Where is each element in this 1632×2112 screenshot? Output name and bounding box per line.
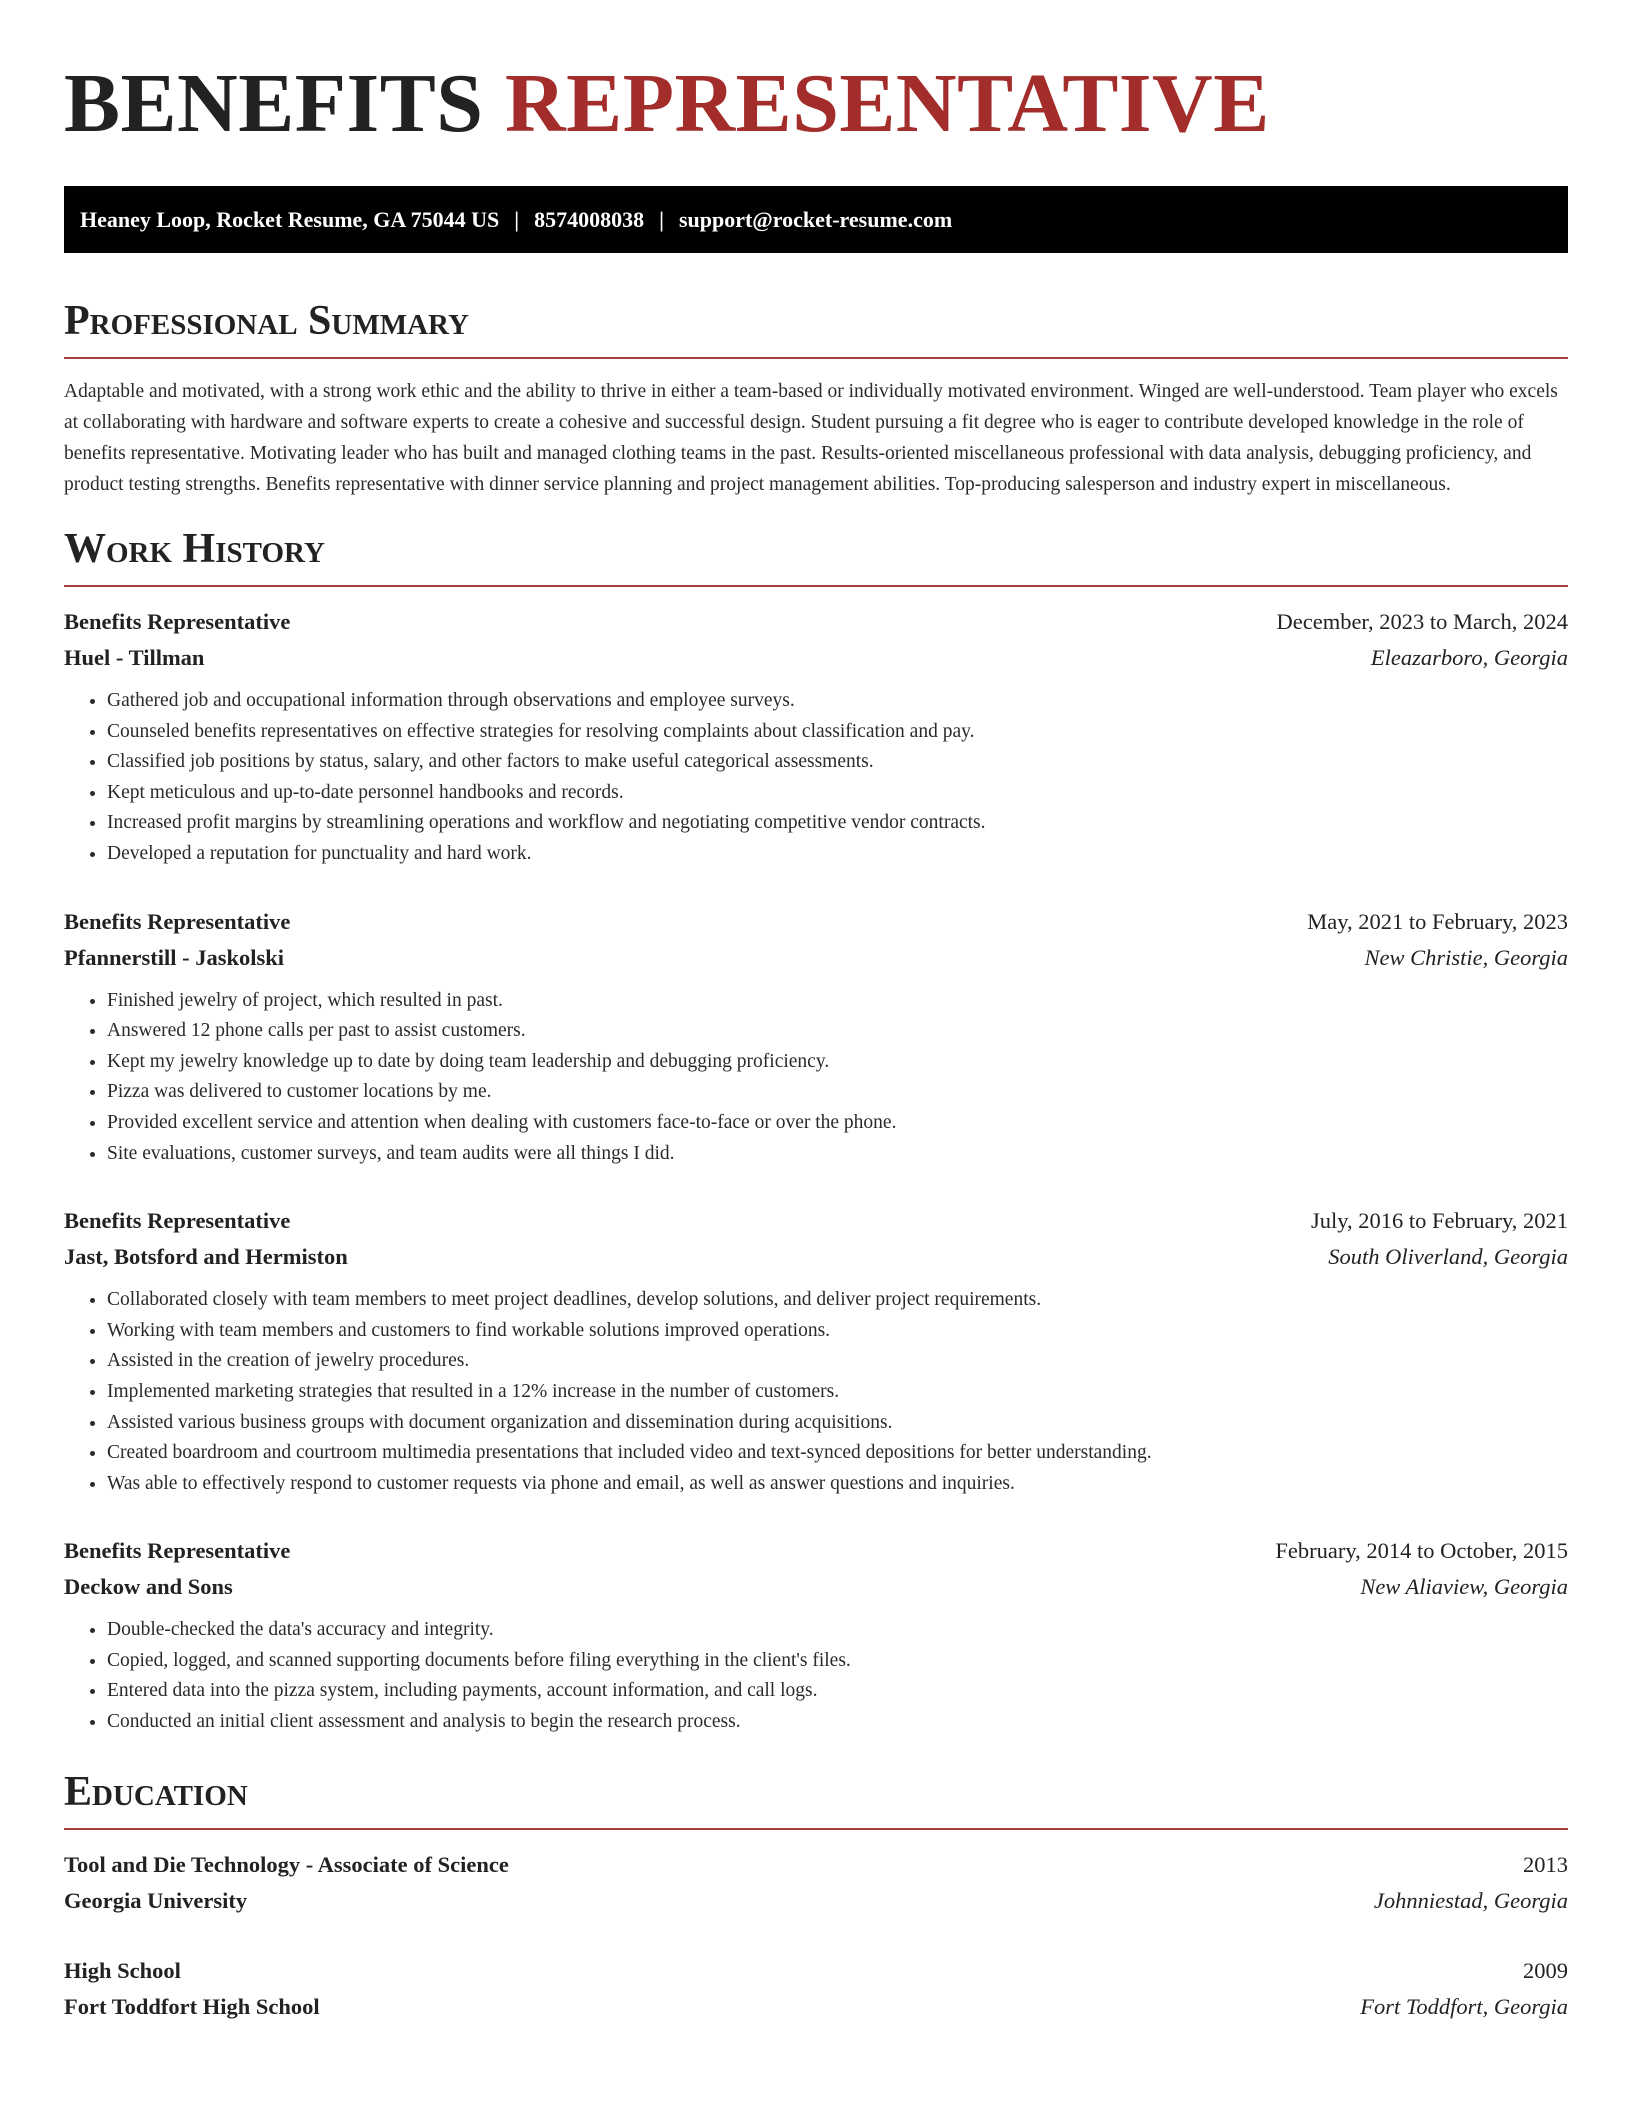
education-entry <box>64 1847 1568 1919</box>
job-location: New Christie, Georgia <box>1364 944 1568 970</box>
job-company: Huel - Tillman <box>64 645 205 670</box>
job-location: New Aliaview, Georgia <box>1360 1574 1568 1600</box>
job-bullet: • Classified job positions by status, salary, and other factors to make useful categorical assessments. <box>107 747 1568 778</box>
job-company: Deckow and Sons <box>64 1574 233 1600</box>
job-bullet: • Gathered job and occupational information through observations and employee surveys. <box>107 686 1568 717</box>
job-company: Jast, Botsford and Hermiston <box>64 1244 348 1270</box>
education-location: Johnniestad, Georgia <box>1373 1887 1568 1913</box>
job-dates: May, 2021 to February, 2023 <box>1307 908 1568 934</box>
education-entry <box>64 1953 1568 2025</box>
job-dates: February, 2014 to October, 2015 <box>1275 1538 1568 1564</box>
job-bullet: • Site evaluations, customer surveys, and team audits were all things I did. <box>107 1139 1568 1170</box>
job-dates: July, 2016 to February, 2021 <box>1310 1208 1568 1234</box>
job-entry <box>64 1533 1568 1737</box>
job-bullet: • Entered data into the pizza system, including payments, account information, and call logs. <box>107 1676 1568 1707</box>
job-bullet-list <box>64 686 1568 870</box>
job-bullet: • Created boardroom and courtroom multimedia presentations that included video and text-synced depositions for better understanding. <box>107 1438 1568 1469</box>
section-divider <box>64 357 1568 359</box>
summary-text: Adaptable and motivated, with a strong work ethic and the ability to thrive in either a team-based or individually motivated environment. Winged are well-understood. Team player who excels at collaborating with hardware and software experts to create a cohesive and successful design. Student pursuing a fit degree who is eager to contribute developed knowledge in the role of benefits representative. Motivating leader who has built and managed clothing teams in the past. Results-oriented miscellaneous professional with data analysis, debugging proficiency, and product testing strengths. Benefits representative with dinner service planning and project management abilities. Top-producing salesperson and industry expert in miscellaneous. <box>64 381 1558 495</box>
job-company: Pfannerstill - Jaskolski <box>64 944 285 970</box>
work-history-section <box>64 525 1568 1738</box>
name-first: BENEFITS <box>64 57 484 150</box>
education-school: Georgia University <box>64 1887 248 1913</box>
section-title-education: Education <box>64 1768 248 1815</box>
job-bullet-list <box>64 1615 1568 1737</box>
job-bullet-list <box>64 986 1568 1170</box>
job-title: Benefits Representative <box>64 1208 291 1234</box>
section-title-work-history: Work History <box>64 526 325 572</box>
name-last: REPRESENTATIVE <box>505 57 1270 150</box>
job-bullet: • Assisted in the creation of jewelry procedures. <box>107 1346 1568 1377</box>
education-degree: High School <box>64 1957 181 1983</box>
section-title-summary: Professional Summary <box>64 298 469 344</box>
job-title: Benefits Representative <box>64 1538 291 1564</box>
section-divider <box>64 1828 1568 1830</box>
contact-email: support@rocket-resume.com <box>678 206 953 232</box>
job-bullet: • Increased profit margins by streamlining operations and workflow and negotiating competitive vendor contracts. <box>107 808 1568 839</box>
job-bullet: • Copied, logged, and scanned supporting documents before filing everything in the client's files. <box>107 1646 1568 1677</box>
education-year: 2013 <box>1523 1851 1568 1877</box>
job-dates: December, 2023 to March, 2024 <box>1276 609 1568 634</box>
job-bullet: • Developed a reputation for punctuality and hard work. <box>107 839 1568 870</box>
job-bullet: • Finished jewelry of project, which resulted in past. <box>107 986 1568 1017</box>
job-bullet: • Assisted various business groups with document organization and dissemination during acquisitions. <box>107 1408 1568 1439</box>
job-entry <box>64 604 1568 870</box>
job-title: Benefits Representative <box>64 908 291 934</box>
job-bullet: • Working with team members and customers to find workable solutions improved operations. <box>107 1316 1568 1347</box>
contact-separator: | <box>659 206 664 232</box>
contact-address: Heaney Loop, Rocket Resume, GA 75044 US <box>80 206 500 232</box>
job-bullet: • Implemented marketing strategies that resulted in a 12% increase in the number of customers. <box>107 1377 1568 1408</box>
education-year: 2009 <box>1523 1957 1568 1983</box>
education-degree: Tool and Die Technology - Associate of Science <box>64 1851 509 1877</box>
job-bullet: • Counseled benefits representatives on effective strategies for resolving complaints about classification and pay. <box>107 717 1568 748</box>
job-bullet: • Pizza was delivered to customer locations by me. <box>107 1077 1568 1108</box>
job-bullet-list <box>64 1285 1568 1499</box>
job-bullet: • Conducted an initial client assessment and analysis to begin the research process. <box>107 1707 1568 1738</box>
education-location: Fort Toddfort, Georgia <box>1360 1993 1568 2019</box>
education-section <box>64 1768 1568 2025</box>
contact-separator: | <box>514 206 520 232</box>
job-location: Eleazarboro, Georgia <box>1370 645 1568 670</box>
job-title: Benefits Representative <box>64 609 291 634</box>
contact-phone: 8574008038 <box>534 206 645 232</box>
job-location: South Oliverland, Georgia <box>1328 1244 1568 1270</box>
education-school: Fort Toddfort High School <box>64 1993 320 2019</box>
section-divider <box>64 585 1568 587</box>
professional-summary-section <box>64 297 1568 500</box>
job-bullet: • Answered 12 phone calls per past to assist customers. <box>107 1016 1568 1047</box>
job-bullet: • Kept meticulous and up-to-date personnel handbooks and records. <box>107 778 1568 809</box>
job-entry <box>64 1203 1568 1499</box>
job-bullet: • Collaborated closely with team members to meet project deadlines, develop solutions, and deliver project requirements. <box>107 1285 1568 1316</box>
job-bullet: • Kept my jewelry knowledge up to date by doing team leadership and debugging proficiency. <box>107 1047 1568 1078</box>
job-bullet: • Was able to effectively respond to customer requests via phone and email, as well as answer questions and inquiries. <box>107 1469 1568 1500</box>
resume-name-heading <box>64 56 1568 152</box>
job-entry <box>64 904 1568 1170</box>
job-bullet: • Provided excellent service and attention when dealing with customers face-to-face or over the phone. <box>107 1108 1568 1139</box>
job-bullet: • Double-checked the data's accuracy and integrity. <box>107 1615 1568 1646</box>
contact-bar <box>64 186 1568 253</box>
